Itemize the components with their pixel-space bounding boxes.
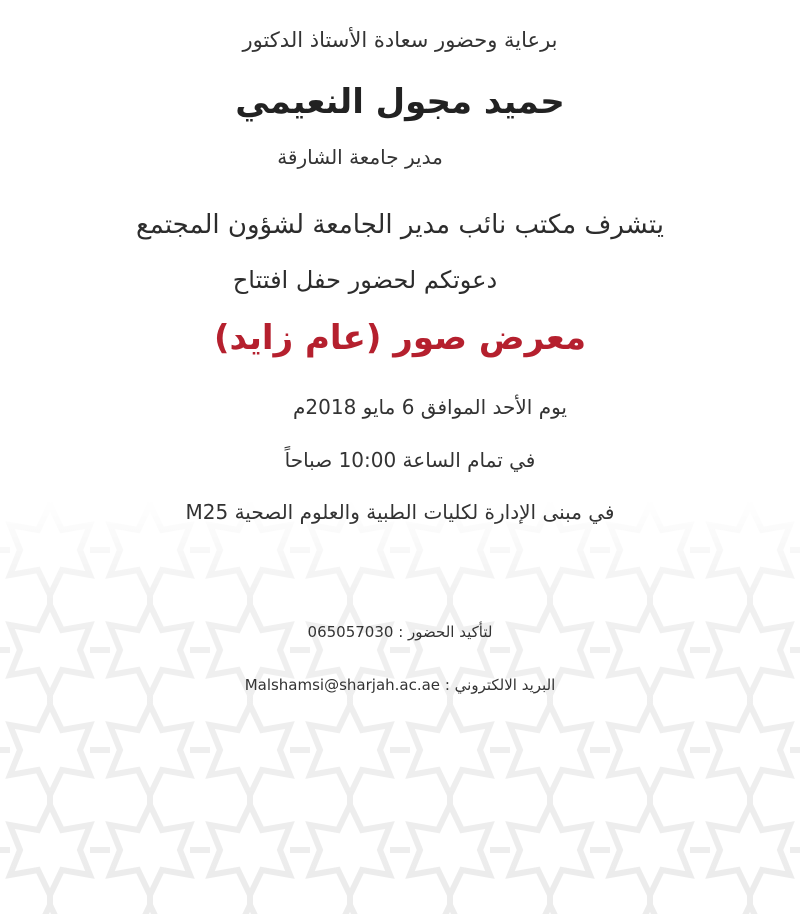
sponsor-intro: برعاية وحضور سعادة الأستاذ الدكتور <box>242 28 558 52</box>
sponsor-title: مدير جامعة الشارقة <box>277 145 443 169</box>
event-title: معرض صور (عام زايد) <box>213 318 586 358</box>
rsvp-phone-label: لتأكيد الحضور : <box>398 623 493 641</box>
rsvp-email-label: البريد الالكتروني : <box>444 676 556 694</box>
host-line: يتشرف مكتب نائب مدير الجامعة لشؤون المجتمع <box>135 210 665 240</box>
rsvp-phone-value[interactable]: 065057030 <box>307 623 394 641</box>
event-venue: في مبنى الإدارة لكليات الطبية والعلوم الصحية M25 <box>185 500 615 524</box>
sponsor-name: حميد مجول النعيمي <box>235 82 565 122</box>
event-date: يوم الأحد الموافق 6 مايو 2018م <box>293 395 567 419</box>
rsvp-email-line <box>0 676 800 694</box>
event-time: في تمام الساعة 10:00 صباحاً <box>284 448 536 472</box>
rsvp-phone-line <box>0 623 800 641</box>
invite-line: دعوتكم لحضور حفل افتتاح <box>232 266 498 294</box>
rsvp-email-value[interactable]: Malshamsi@sharjah.ac.ae <box>244 676 441 694</box>
